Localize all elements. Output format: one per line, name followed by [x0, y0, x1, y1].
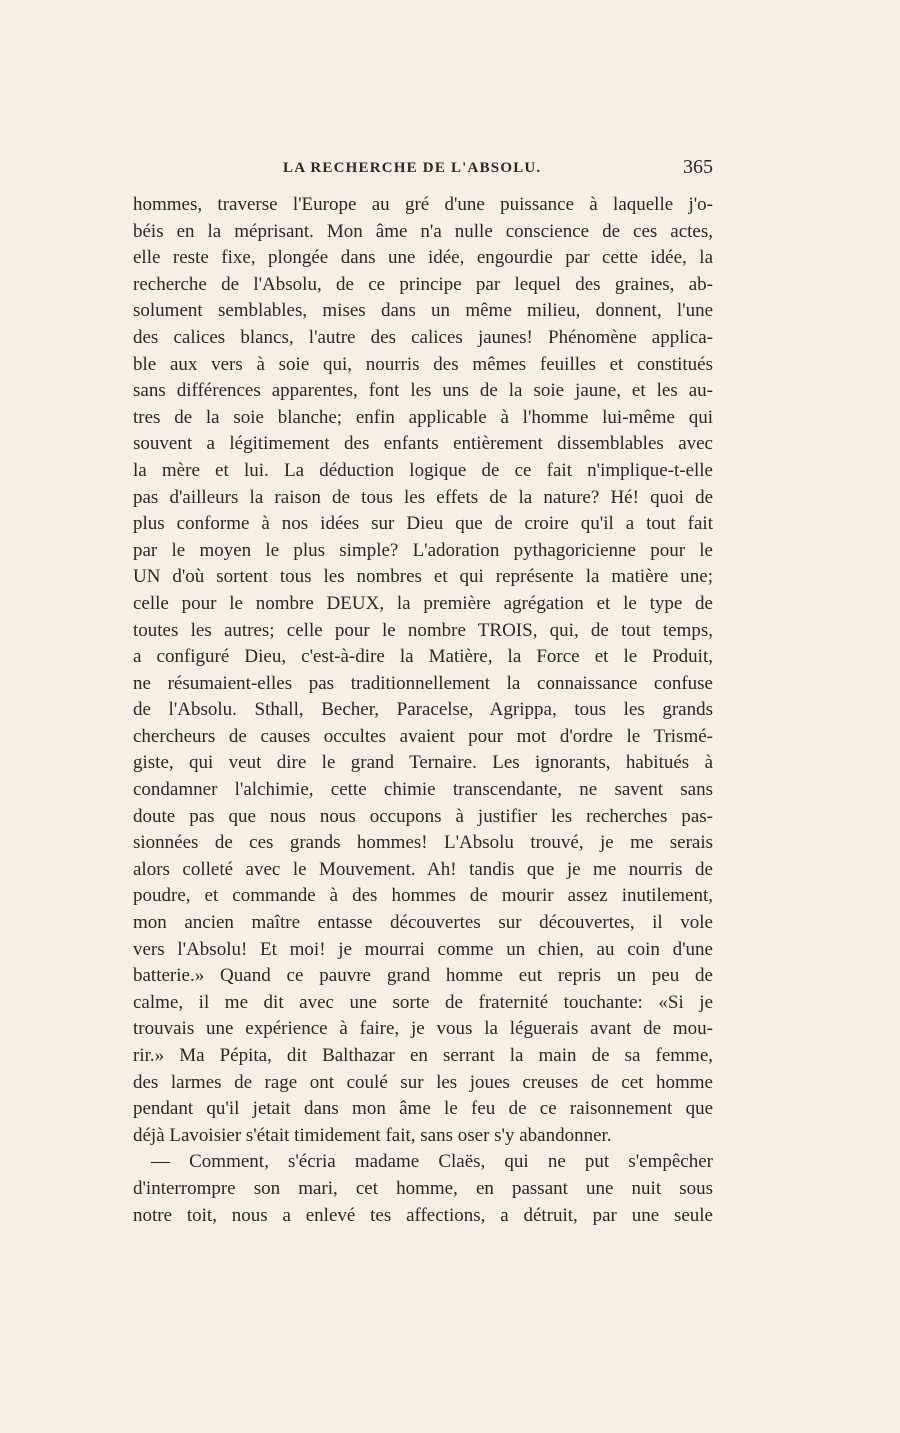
- page-number: 365: [683, 156, 713, 178]
- text-line: celle pour le nombre DEUX, la première agrégation et le type de: [133, 592, 713, 614]
- text-line: giste, qui veut dire le grand Ternaire. Les ignorants, habitués à: [133, 752, 713, 774]
- body-text: [133, 192, 713, 1229]
- text-line: ne résumaient-elles pas traditionnellement la connaissance confuse: [133, 672, 713, 694]
- text-line: pas d'ailleurs la raison de tous les effets de la nature? Hé! quoi de: [133, 486, 713, 508]
- text-line: sans différences apparentes, font les uns de la soie jaune, et les au-: [133, 380, 713, 402]
- text-line: d'interrompre son mari, cet homme, en passant une nuit sous: [133, 1177, 713, 1199]
- running-title: LA RECHERCHE DE L'ABSOLU.: [283, 160, 542, 176]
- text-line: béis en la méprisant. Mon âme n'a nulle conscience de ces actes,: [133, 220, 713, 242]
- text-line: vers l'Absolu! Et moi! je mourrai comme un chien, au coin d'une: [133, 938, 713, 960]
- text-line: par le moyen le plus simple? L'adoration pythagoricienne pour le: [133, 539, 713, 561]
- text-line: poudre, et commande à des hommes de mourir assez inutilement,: [133, 885, 713, 907]
- text-line: toutes les autres; celle pour le nombre TROIS, qui, de tout temps,: [133, 619, 713, 641]
- text-line: de l'Absolu. Sthall, Becher, Paracelse, Agrippa, tous les grands: [133, 699, 713, 721]
- text-line: notre toit, nous a enlevé tes affections, a détruit, par une seule: [133, 1204, 713, 1226]
- text-line: solument semblables, mises dans un même milieu, donnent, l'une: [133, 300, 713, 322]
- text-line: UN d'où sortent tous les nombres et qui représente la matière une;: [133, 566, 713, 588]
- text-line: recherche de l'Absolu, de ce principe par lequel des graines, ab-: [133, 273, 713, 295]
- text-line: souvent a légitimement des enfants entièrement dissemblables avec: [133, 433, 713, 455]
- text-line: ble aux vers à soie qui, nourris des mêmes feuilles et constitués: [133, 353, 713, 375]
- text-line: alors colleté avec le Mouvement. Ah! tandis que je me nourris de: [133, 858, 713, 880]
- page-header: [133, 158, 713, 182]
- text-line: des calices blancs, l'autre des calices jaunes! Phénomène applica-: [133, 326, 713, 348]
- text-line: déjà Lavoisier s'était timidement fait, sans oser s'y abandonner.: [133, 1124, 612, 1146]
- text-line: des larmes de rage ont coulé sur les joues creuses de cet homme: [133, 1071, 713, 1093]
- text-line: elle reste fixe, plongée dans une idée, engourdie par cette idée, la: [133, 247, 713, 269]
- text-line: sionnées de ces grands hommes! L'Absolu trouvé, je me serais: [133, 832, 713, 854]
- text-line: plus conforme à nos idées sur Dieu que de croire qu'il a tout fait: [133, 513, 713, 535]
- text-line: pendant qu'il jetait dans mon âme le feu de ce raisonnement que: [133, 1098, 713, 1120]
- text-line: mon ancien maître entasse découvertes sur découvertes, il vole: [133, 912, 713, 934]
- text-line: doute pas que nous nous occupons à justifier les recherches pas-: [133, 805, 713, 827]
- text-line: condamner l'alchimie, cette chimie transcendante, ne savent sans: [133, 779, 713, 801]
- text-line: calme, il me dit avec une sorte de fraternité touchante: «Si je: [133, 991, 713, 1013]
- text-line: tres de la soie blanche; enfin applicable à l'homme lui-même qui: [133, 406, 713, 428]
- text-line: batterie.» Quand ce pauvre grand homme eut repris un peu de: [133, 965, 713, 987]
- text-line: la mère et lui. La déduction logique de ce fait n'implique-t-elle: [133, 459, 713, 481]
- text-line: rir.» Ma Pépita, dit Balthazar en serrant la main de sa femme,: [133, 1045, 713, 1066]
- text-line: chercheurs de causes occultes avaient pour mot d'ordre le Trismé-: [133, 725, 713, 747]
- text-line: a configuré Dieu, c'est-à-dire la Matière, la Force et le Produit,: [133, 646, 713, 668]
- text-line: hommes, traverse l'Europe au gré d'une puissance à laquelle j'o-: [133, 194, 713, 215]
- text-line: — Comment, s'écria madame Claës, qui ne put s'empêcher: [151, 1151, 713, 1173]
- text-line: trouvais une expérience à faire, je vous la léguerais avant de mou-: [133, 1018, 713, 1040]
